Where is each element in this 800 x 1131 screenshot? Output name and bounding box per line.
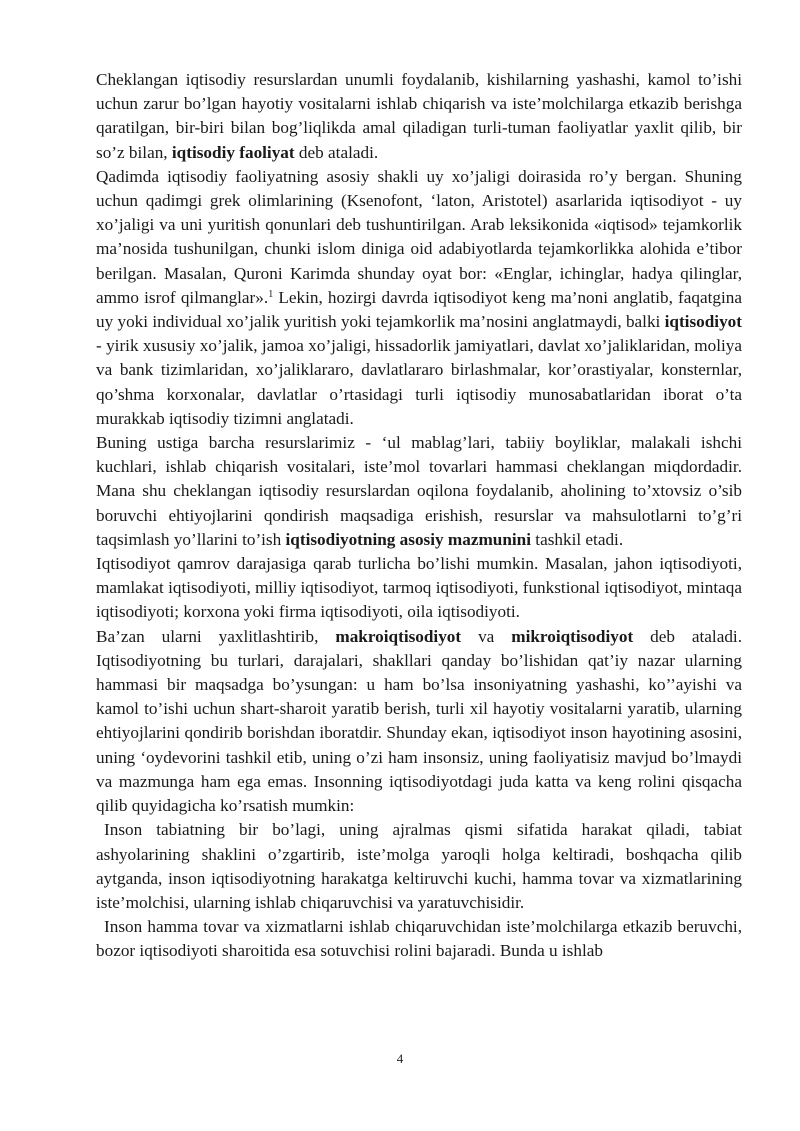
- paragraph-6: [96, 818, 742, 915]
- paragraph-2: [96, 165, 742, 431]
- text-run: Ba’zan ularni yaxlitlashtirib,: [96, 626, 336, 646]
- text-run: deb ataladi.: [294, 142, 379, 162]
- text-run: va: [461, 626, 512, 646]
- paragraph-5: [96, 625, 742, 819]
- document-body: [96, 68, 742, 964]
- text-run: Inson hamma tovar va xizmatlarni ishlab chiqaruvchidan iste’molchilarga etkazib beruvchi, bozor iqtisodiyoti sharoitida esa sotuvchisi rolini bajaradi. Bunda u ishlab: [96, 917, 742, 961]
- text-run: deb ataladi. Iqtisodiyotning bu turlari, darajalari, shakllari qanday bo’lishidan qat’iy nazar ularning hammasi bir maqsadga bo’ysungan: u ham bo’lsa insoniyatning yashashi, ko’’ayishi va kamol to’ishi uchun shart-sharoit yaratib berish, turli xil hayotiy vositalarni yaratib, ularning ehtiyojlarini qondirib borishdan iboratdir. Shunday ekan, iqtisodiyot inson hayotining asosini, uning ‘oydevorini tashkil etib, uning o’zi ham insonsiz, uning faoliyatisiz mavjud bo’lmaydi va mazmunga ham ega emas. Insonning iqtisodiyotdagi juda katta va keng rolini qisqacha qilib quyidagicha ko’rsatish mumkin:: [96, 626, 742, 816]
- bold-term: iqtisodiyotning asosiy mazmunini: [285, 529, 531, 549]
- text-run: Lekin, hozirgi davrda iqtisodiyot keng ma’noni anglatib, faqatgina uy yoki individual xo’jalik yuritish yoki tejamkorlik ma’nosini anglatmaydi, balki: [96, 287, 742, 332]
- text-run: - yirik xususiy xo’jalik, jamoa xo’jaligi, hissadorlik jamiyatlari, davlat xo’jaliklaridan, moliya va bank tizimlaridan, xo’jaliklararo, davlatlararo birlashmalar, kor’orastiyalar, konsternlar, qo’shma korxonalar, davlatlar o’rtasidagi turli iqtisodiy munosabatlaridan iborat o’ta murakkab iqtisodiy tizimni anglatadi.: [96, 336, 742, 428]
- text-run: Inson tabiatning bir bo’lagi, uning ajralmas qismi sifatida harakat qiladi, tabiat ashyolarining shaklini o’zgartirib, iste’molga yaroqli holga keltiradi, boshqacha qilib aytganda, inson iqtisodiyotning harakatga keltiruvchi kuchi, hamma tovar va xizmatlarining iste’molchisi, ularning ishlab chiqaruvchisi va yaratuvchisidir.: [96, 820, 742, 912]
- text-run: Qadimda iqtisodiy faoliyatning asosiy shakli uy xo’jaligi doirasida ro’y bergan. Shuning uchun qadimgi grek olimlarining (Ksenofont, ‘laton, Aristotel) asarlarida iqtisodiyot - uy xo’jaligi va uni yuritish qonunlari deb tushuntirilgan. Arab leksikonida «iqtisod» tejamkorlik ma’nosida tushunilgan, chunki islom diniga oid adabiyotlarda tejamkorlikka alohida e’tibor berilgan. Masalan, Quroni Karimda shunday oyat bor: «Englar, ichinglar, hadya qilinglar, ammo isrof qilmanglar».: [96, 166, 742, 307]
- paragraph-1: [96, 68, 742, 165]
- bold-term: makroiqtisodiyot: [335, 626, 462, 646]
- text-run: Cheklangan iqtisodiy resurslardan unumli foydalanib, kishilarning yashashi, kamol to’ishi uchun zarur bo’lgan hayotiy vositalarni ishlab chiqarish va iste’molchilarga etkazib berishga qaratilgan, bir-biri bilan bog’liqlikda amal qiladigan turli-tuman faoliyatlar yaxlit qilib, bir so’z bilan,: [96, 70, 742, 162]
- bold-term: mikroiqtisodiyot: [511, 626, 634, 646]
- footnote-ref[interactable]: 1: [268, 288, 274, 300]
- bold-term: iqtisodiyot: [664, 312, 742, 332]
- paragraph-7: [96, 915, 742, 963]
- text-run: tashkil etadi.: [531, 529, 624, 549]
- page-number: 4: [396, 1051, 404, 1066]
- text-run: Iqtisodiyot qamrov darajasiga qarab turlicha bo’lishi mumkin. Masalan, jahon iqtisodiyoti, mamlakat iqtisodiyoti, milliy iqtisodiyot, tarmoq iqtisodiyoti, funkstional iqtisodiyot, mintaqa iqtisodiyoti; korxona yoki firma iqtisodiyoti, oila iqtisodiyoti.: [96, 554, 742, 622]
- paragraph-4: [96, 552, 742, 625]
- bold-term: iqtisodiy faoliyat: [171, 142, 295, 162]
- text-run: Buning ustiga barcha resurslarimiz - ‘ul mablag’lari, tabiiy boyliklar, malakali ishchi kuchlari, ishlab chiqarish vositalari, iste’mol tovarlari hammasi cheklangan miqdordadir. Mana shu cheklangan iqtisodiy resurslardan oqilona foydalanib, aholining to’xtovsiz o’sib boruvchi ehtiyojlarini qondirish maqsadiga erishish, resurslar va mahsulotlarni to’g’ri taqsimlash yo’llarini to’ish: [96, 433, 742, 549]
- paragraph-3: [96, 431, 742, 552]
